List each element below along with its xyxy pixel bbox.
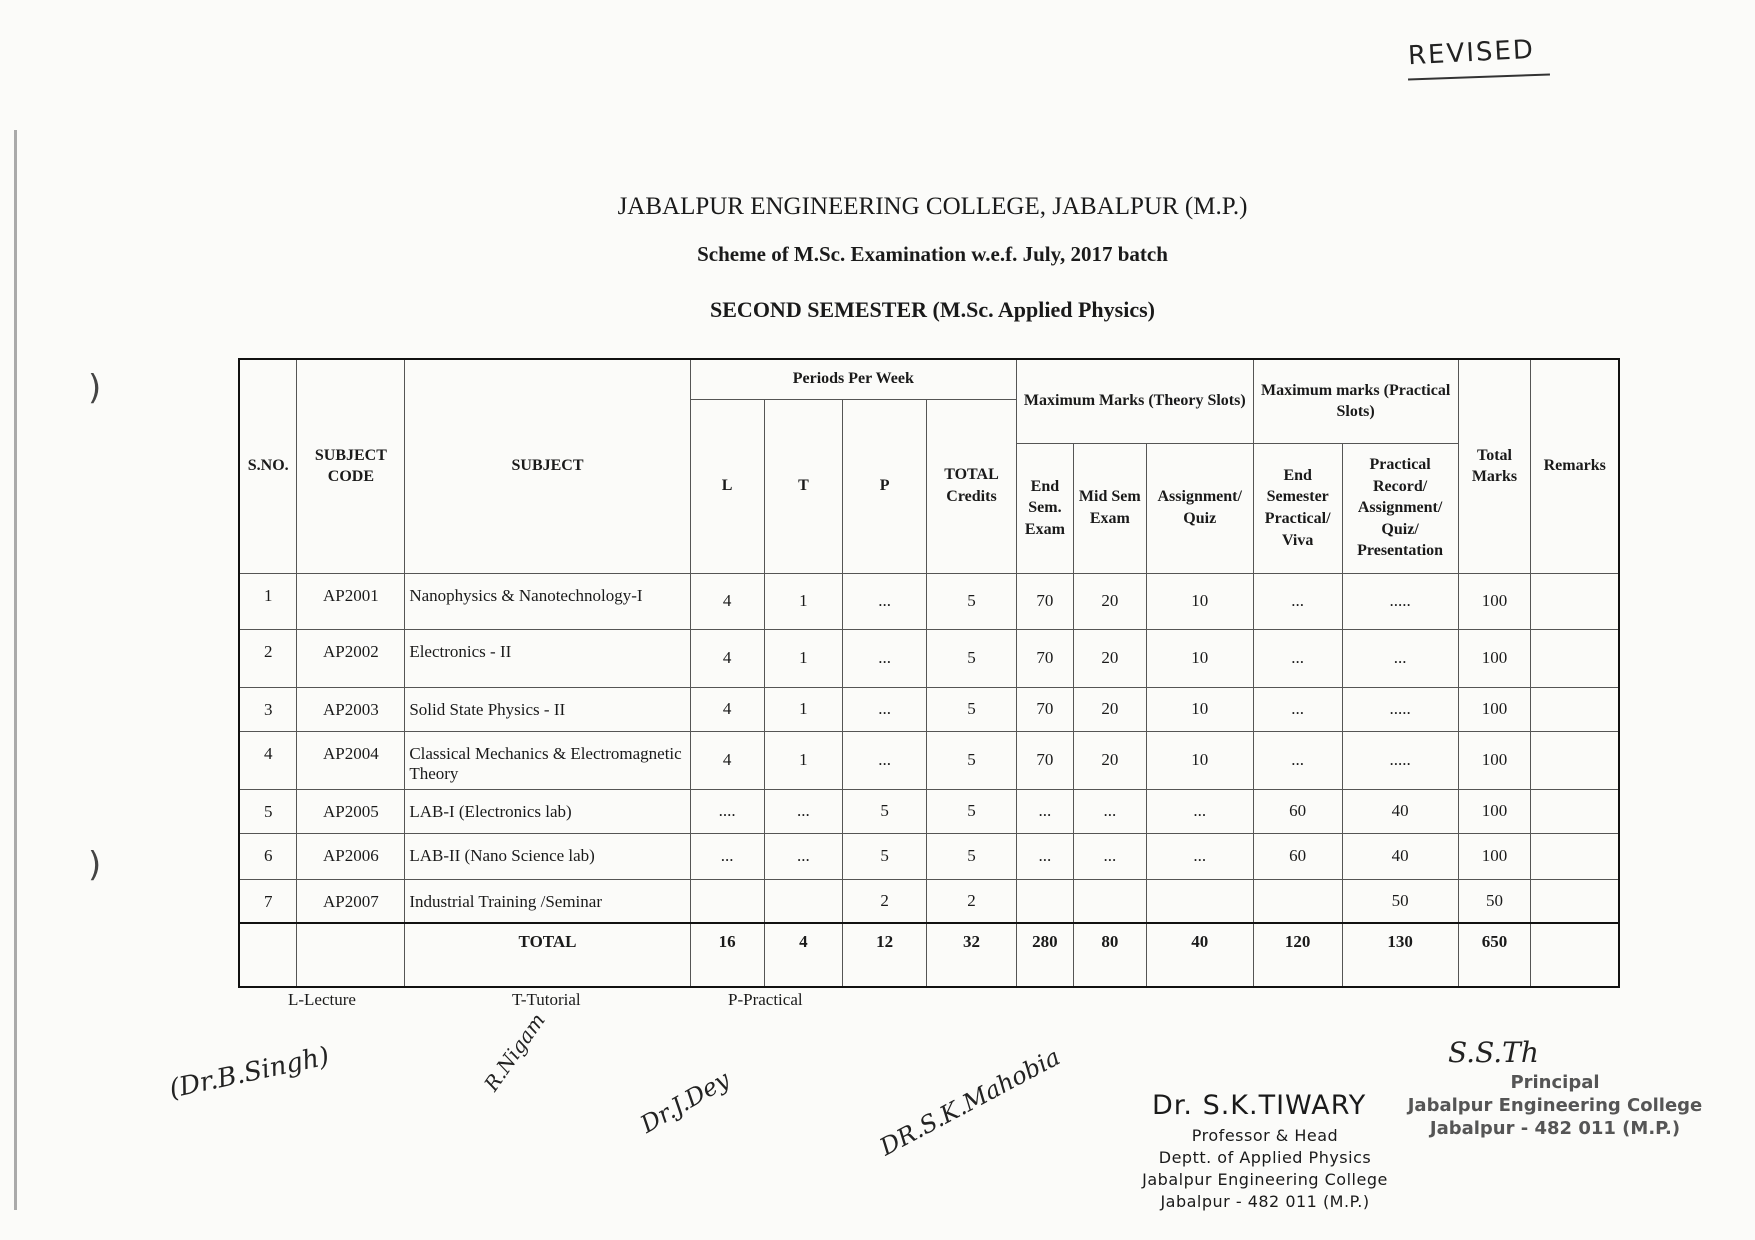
hod-title: Professor & Head <box>1191 1126 1339 1145</box>
cell-code: AP2003 <box>297 687 405 731</box>
cell-sno: 1 <box>239 573 297 629</box>
cell-record: 50 <box>1342 879 1458 923</box>
cell-sno: 2 <box>239 629 297 687</box>
cell-prac <box>1253 879 1342 923</box>
cell-credits: 5 <box>927 731 1017 789</box>
revised-stamp: REVISED <box>1407 34 1536 72</box>
cell-subject: Nanophysics & Nanotechnology-I <box>405 573 690 629</box>
cell-sno: 3 <box>239 687 297 731</box>
cell-end: 70 <box>1016 629 1073 687</box>
cell-l: 4 <box>690 687 764 731</box>
cell-assign: ... <box>1146 789 1253 833</box>
col-assignment: Assignment/ Quiz <box>1146 443 1253 573</box>
cell-credits: 5 <box>927 833 1017 879</box>
header-row-1 <box>239 359 1619 399</box>
col-practical-record: Practical Record/ Assignment/ Quiz/ Presentation <box>1342 443 1458 573</box>
col-mid-sem: Mid Sem Exam <box>1073 443 1146 573</box>
cell-record: ..... <box>1342 573 1458 629</box>
cell-total: 100 <box>1458 687 1531 731</box>
col-p: P <box>843 399 927 573</box>
cell-prac: 60 <box>1253 833 1342 879</box>
cell-t: 1 <box>764 687 843 731</box>
cell-total: 100 <box>1458 833 1531 879</box>
col-practical-marks: Maximum marks (Practical Slots) <box>1253 359 1458 443</box>
table-row <box>239 833 1619 879</box>
scheme-table <box>238 358 1620 988</box>
col-periods: Periods Per Week <box>690 359 1016 399</box>
hod-city: Jabalpur - 482 011 (M.P.) <box>1160 1192 1370 1211</box>
cell-remarks <box>1531 789 1619 833</box>
cell-mid: 20 <box>1073 687 1146 731</box>
cell-remarks <box>1531 731 1619 789</box>
scheme-title: Scheme of M.Sc. Examination w.e.f. July, 2017 batch <box>697 242 1168 266</box>
cell-prac: ... <box>1253 731 1342 789</box>
semester-title: SECOND SEMESTER (M.Sc. Applied Physics) <box>710 297 1155 322</box>
cell-prac: 60 <box>1253 789 1342 833</box>
cell-end <box>1016 879 1073 923</box>
cell-mid: 20 <box>1073 629 1146 687</box>
cell-t: ... <box>764 789 843 833</box>
cell-subject: Electronics - II <box>405 629 690 687</box>
cell-remarks <box>1531 629 1619 687</box>
principal-stamp-college: Jabalpur Engineering College <box>1407 1095 1703 1116</box>
page-crease <box>14 130 17 1210</box>
cell-total: 50 <box>1458 879 1531 923</box>
cell-end: ... <box>1016 833 1073 879</box>
cell-remarks <box>1531 879 1619 923</box>
legend-tutorial: T-Tutorial <box>512 990 581 1009</box>
cell-mid: 20 <box>1073 731 1146 789</box>
cell-record: 40 <box>1342 789 1458 833</box>
table-row <box>239 879 1619 923</box>
cell-end: 70 <box>1016 731 1073 789</box>
punch-hole-mark: ) <box>88 845 102 885</box>
signature-sk-mahobia: DR.S.K.Mahobia <box>875 1042 1065 1162</box>
cell-subject: Solid State Physics - II <box>405 687 690 731</box>
principal-signature: S.S.Th <box>1448 1036 1539 1069</box>
cell-t: ... <box>764 833 843 879</box>
col-end-sem: End Sem. Exam <box>1016 443 1073 573</box>
cell-l: 4 <box>690 573 764 629</box>
cell-remarks <box>1531 687 1619 731</box>
col-total-marks: Total Marks <box>1458 359 1531 573</box>
cell-l <box>690 879 764 923</box>
signature-b-singh: (Dr.B.Singh) <box>166 1041 332 1105</box>
cell-code: AP2004 <box>297 731 405 789</box>
cell-l: ... <box>690 833 764 879</box>
table-row <box>239 731 1619 789</box>
col-t: T <box>764 399 843 573</box>
cell-sno: 5 <box>239 789 297 833</box>
cell-t: 1 <box>764 629 843 687</box>
cell-code: AP2001 <box>297 573 405 629</box>
cell-p: 5 <box>843 833 927 879</box>
cell-code: AP2002 <box>297 629 405 687</box>
cell-end: 70 <box>1016 573 1073 629</box>
cell-total: 100 <box>1458 573 1531 629</box>
hod-name: Dr. S.K.TIWARY <box>1152 1090 1367 1121</box>
cell-prac: ... <box>1253 629 1342 687</box>
cell-t: 1 <box>764 573 843 629</box>
cell-record: ... <box>1342 629 1458 687</box>
legend-lecture: L-Lecture <box>288 990 356 1009</box>
principal-stamp-title: Principal <box>1510 1072 1600 1093</box>
total-row: TOTAL 16 4 12 32 280 80 40 120 130 650 <box>239 923 1619 987</box>
cell-assign: 10 <box>1146 573 1253 629</box>
table-row <box>239 573 1619 629</box>
cell-credits: 5 <box>927 687 1017 731</box>
cell-remarks <box>1531 833 1619 879</box>
cell-assign: ... <box>1146 833 1253 879</box>
cell-assign: 10 <box>1146 687 1253 731</box>
cell-subject: LAB-II (Nano Science lab) <box>405 833 690 879</box>
cell-p: ... <box>843 573 927 629</box>
cell-end: ... <box>1016 789 1073 833</box>
cell-mid: 20 <box>1073 573 1146 629</box>
cell-record: ..... <box>1342 687 1458 731</box>
cell-subject: LAB-I (Electronics lab) <box>405 789 690 833</box>
legend-practical: P-Practical <box>728 990 803 1009</box>
cell-total: 100 <box>1458 629 1531 687</box>
cell-assign: 10 <box>1146 629 1253 687</box>
cell-l: .... <box>690 789 764 833</box>
table-row <box>239 789 1619 833</box>
col-subject-code: SUBJECT CODE <box>297 359 405 573</box>
total-label: TOTAL <box>405 923 690 987</box>
cell-sno: 4 <box>239 731 297 789</box>
cell-total: 100 <box>1458 789 1531 833</box>
col-remarks: Remarks <box>1531 359 1619 573</box>
cell-record: ..... <box>1342 731 1458 789</box>
cell-code: AP2005 <box>297 789 405 833</box>
cell-l: 4 <box>690 731 764 789</box>
cell-mid: ... <box>1073 833 1146 879</box>
col-end-practical: End Semester Practical/ Viva <box>1253 443 1342 573</box>
cell-mid: ... <box>1073 789 1146 833</box>
cell-code: AP2006 <box>297 833 405 879</box>
cell-p: 5 <box>843 789 927 833</box>
cell-mid <box>1073 879 1146 923</box>
table-row <box>239 629 1619 687</box>
signature-j-dey: Dr.J.Dey <box>635 1065 735 1139</box>
cell-total: 100 <box>1458 731 1531 789</box>
cell-assign: 10 <box>1146 731 1253 789</box>
cell-t <box>764 879 843 923</box>
cell-prac: ... <box>1253 687 1342 731</box>
hod-department: Deptt. of Applied Physics <box>1158 1148 1372 1167</box>
cell-remarks <box>1531 573 1619 629</box>
col-theory-marks: Maximum Marks (Theory Slots) <box>1016 359 1253 443</box>
cell-subject: Industrial Training /Seminar <box>405 879 690 923</box>
cell-credits: 2 <box>927 879 1017 923</box>
cell-prac: ... <box>1253 573 1342 629</box>
cell-record: 40 <box>1342 833 1458 879</box>
col-subject: SUBJECT <box>405 359 690 573</box>
cell-assign <box>1146 879 1253 923</box>
hod-college: Jabalpur Engineering College <box>1142 1170 1388 1189</box>
college-title: JABALPUR ENGINEERING COLLEGE, JABALPUR (M.P.) <box>617 193 1248 220</box>
cell-sno: 7 <box>239 879 297 923</box>
revised-underline <box>1408 74 1550 81</box>
principal-stamp-city: Jabalpur - 482 011 (M.P.) <box>1429 1118 1681 1139</box>
col-l: L <box>690 399 764 573</box>
col-sno: S.NO. <box>239 359 297 573</box>
cell-l: 4 <box>690 629 764 687</box>
table-row <box>239 687 1619 731</box>
cell-code: AP2007 <box>297 879 405 923</box>
signature-r-nigam: R.Nigam <box>479 1008 550 1096</box>
col-credits: TOTAL Credits <box>927 399 1017 573</box>
cell-p: ... <box>843 731 927 789</box>
cell-credits: 5 <box>927 629 1017 687</box>
cell-t: 1 <box>764 731 843 789</box>
cell-credits: 5 <box>927 573 1017 629</box>
cell-sno: 6 <box>239 833 297 879</box>
cell-subject: Classical Mechanics & Electromagnetic Theory <box>405 731 690 789</box>
cell-p: 2 <box>843 879 927 923</box>
punch-hole-mark: ) <box>88 368 102 408</box>
cell-p: ... <box>843 687 927 731</box>
cell-p: ... <box>843 629 927 687</box>
cell-end: 70 <box>1016 687 1073 731</box>
cell-credits: 5 <box>927 789 1017 833</box>
